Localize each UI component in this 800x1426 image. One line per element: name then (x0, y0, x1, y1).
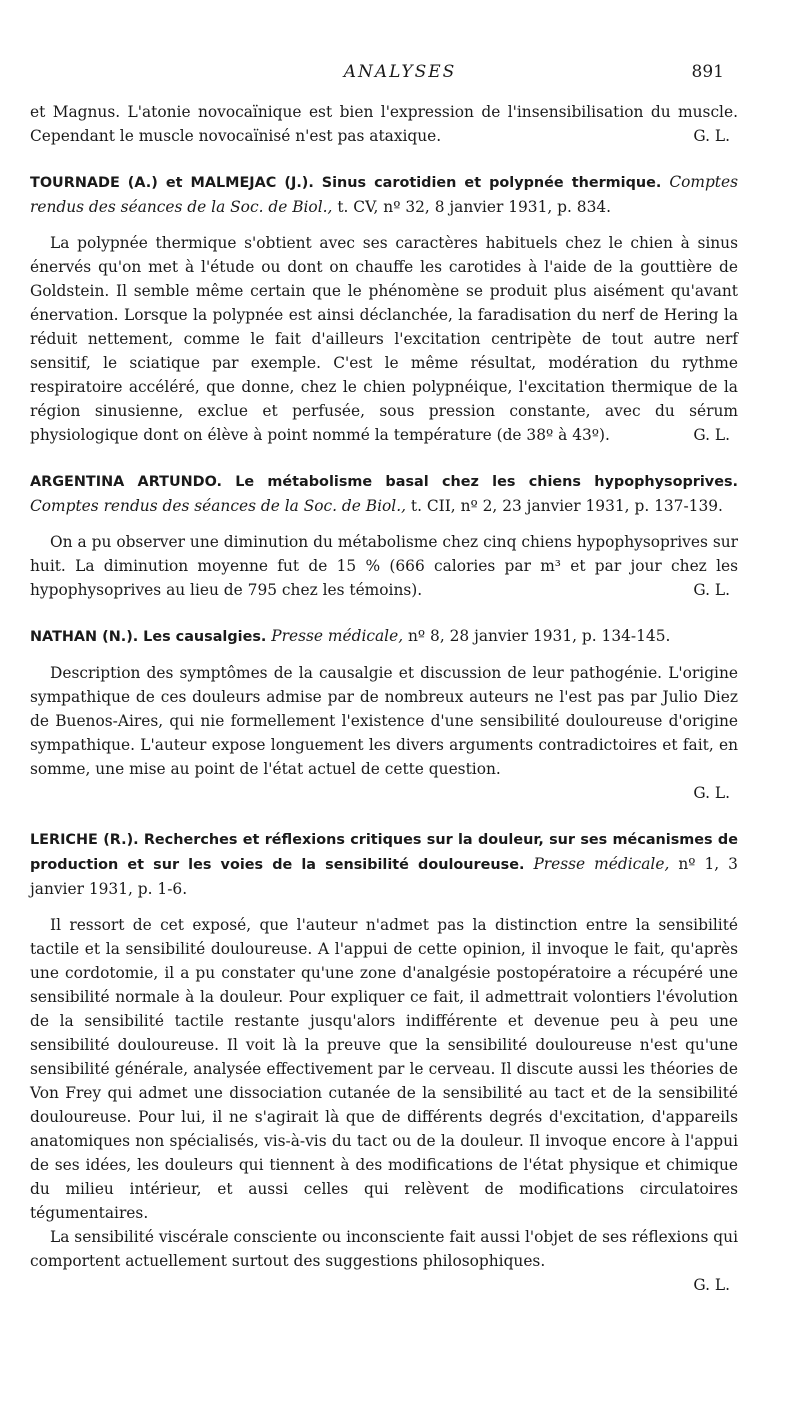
entry-header (30, 469, 738, 518)
entry-nathan (30, 624, 738, 805)
continuation-paragraph (30, 100, 738, 148)
continuation-block (30, 100, 738, 148)
continuation-text: et Magnus. L'atonie novocaïnique est bien l'expression de l'insensibilisation du muscle. Cependant le muscle novocaïnisé n'est pas ataxique. (30, 103, 738, 145)
entry-title: Sinus carotidien et polypnée thermique. (321, 175, 662, 191)
entry-citation: t. CV, nº 32, 8 janvier 1931, p. 834. (337, 198, 612, 216)
entry-paragraph: Description des symptômes de la causalgie et discussion de leur pathogénie. L'origine sympathique de ces douleurs admise par de nombreux auteurs ne l'est pas par Julio Diez de Buenos-Aires, qui nie formellement l'existence d'une sensibilité douloureuse d'origine sympathique. L'auteur expose longuement les divers arguments contradictoires et fait, en somme, une mise au point de l'état actuel de cette question. (30, 664, 738, 778)
entry-paragraph (30, 231, 738, 447)
entry-author: TOURNADE (A.) et MALMEJAC (J.). (30, 175, 314, 191)
entry-source: Presse médicale, (533, 855, 670, 873)
continuation-signature: G. L. (693, 127, 730, 145)
entry-paragraph: La sensibilité viscérale consciente ou inconsciente fait aussi l'objet de ses réflexions qui comportent actuellement surtout des suggestions philosophiques. (30, 1228, 738, 1270)
entry-header (30, 827, 738, 901)
entry-argentina-artundo (30, 469, 738, 602)
entry-source: Comptes rendus des séances de la Soc. de Biol., (30, 497, 406, 515)
entry-source: Comptes rendus des séances de la Soc. de Biol., (30, 173, 738, 216)
paragraph-text: On a pu observer une diminution du métabolisme chez cinq chiens hypophysoprives sur huit. La diminution moyenne fut de 15 % (666 calories par m³ et par jour chez les hypophysoprives au lieu de 795 chez les témoins). (30, 533, 738, 599)
page-header (0, 62, 800, 88)
entry-body (30, 530, 738, 602)
entry-tournade (30, 170, 738, 447)
entry-author: LERICHE (R.). (30, 832, 139, 848)
entry-signature: G. L. (693, 1276, 730, 1294)
entry-header (30, 624, 738, 649)
page-number: 891 (691, 62, 724, 82)
entry-header (30, 170, 738, 219)
page-content (30, 100, 738, 1297)
entry-title: Recherches et réflexions critiques sur la douleur, sur ses mécanismes de production et sur les voies de la sensibilité douloureuse. (30, 832, 738, 873)
entry-body (30, 661, 738, 805)
entry-paragraph: Il ressort de cet exposé, que l'auteur n'admet pas la distinction entre la sensibilité tactile et la sensibilité douloureuse. A l'appui de cette opinion, il invoque le fait, qu'après une cordotomie, il a pu constater qu'une zone d'analgésie postopératoire a récupéré une sensibilité normale à la douleur. Pour expliquer ce fait, il admettrait volontiers l'évolution de la sensibilité tactile restante jusqu'alors indifférente et devenue peu à peu une sensibilité douloureuse. Il voit là la preuve que la sensibilité douloureuse n'est qu'une sensibilité générale, analysée effectivement par le cerveau. Il discute aussi les théories de Von Frey qui admet une dissociation cutanée de la sensibilité au tact et de la sensibilité douloureuse. Pour lui, il ne s'agirait là que de différents degrés d'excitation, d'appareils anatomiques non spécialisés, vis-à-vis du tact ou de la douleur. Il invoque encore à l'appui de ses idées, les douleurs qui tiennent à des modifications de l'état physique et chimique du milieu intérieur, et aussi celles qui relèvent de modifications circulatoires tégumentaires. (30, 916, 738, 1222)
entry-citation: t. CII, nº 2, 23 janvier 1931, p. 137-139. (410, 497, 723, 515)
entry-body (30, 913, 738, 1297)
entry-citation: nº 1, 3 janvier 1931, p. 1-6. (30, 855, 738, 898)
entry-paragraph (30, 530, 738, 602)
entry-signature: G. L. (693, 581, 730, 599)
entry-signature: G. L. (693, 784, 730, 802)
entry-source: Presse médicale, (271, 627, 404, 645)
entry-signature: G. L. (693, 426, 730, 444)
entry-author: ARGENTINA ARTUNDO. (30, 474, 222, 490)
entry-body (30, 231, 738, 447)
entry-author: NATHAN (N.). (30, 629, 139, 645)
entry-title: Le métabolisme basal chez les chiens hypophysoprives. (235, 474, 738, 490)
running-title: ANALYSES (343, 62, 457, 82)
entry-leriche (30, 827, 738, 1297)
entry-citation: nº 8, 28 janvier 1931, p. 134-145. (408, 627, 671, 645)
paragraph-text: La polypnée thermique s'obtient avec ses caractères habituels chez le chien à sinus énervés qu'on met à l'étude ou dont on chauffe les carotides à l'aide de la gouttière de Goldstein. Il semble même certain que le phénomène se produit plus aisément qu'avant énervation. Lorsque la polypnée est ainsi déclanchée, la faradisation du nerf de Hering la réduit nettement, comme le fait d'ailleurs l'excitation centripète de tout autre nerf sensitif, le sciatique par exemple. C'est le même résultat, modération du rythme respiratoire accéléré, que donne, chez le chien polypnéique, l'excitation thermique de la région sinusienne, exclue et perfusée, sous pression constante, avec du sérum physiologique dont on élève à point nommé la température (de 38º à 43º). (30, 234, 738, 444)
entry-title: Les causalgies. (143, 629, 267, 645)
